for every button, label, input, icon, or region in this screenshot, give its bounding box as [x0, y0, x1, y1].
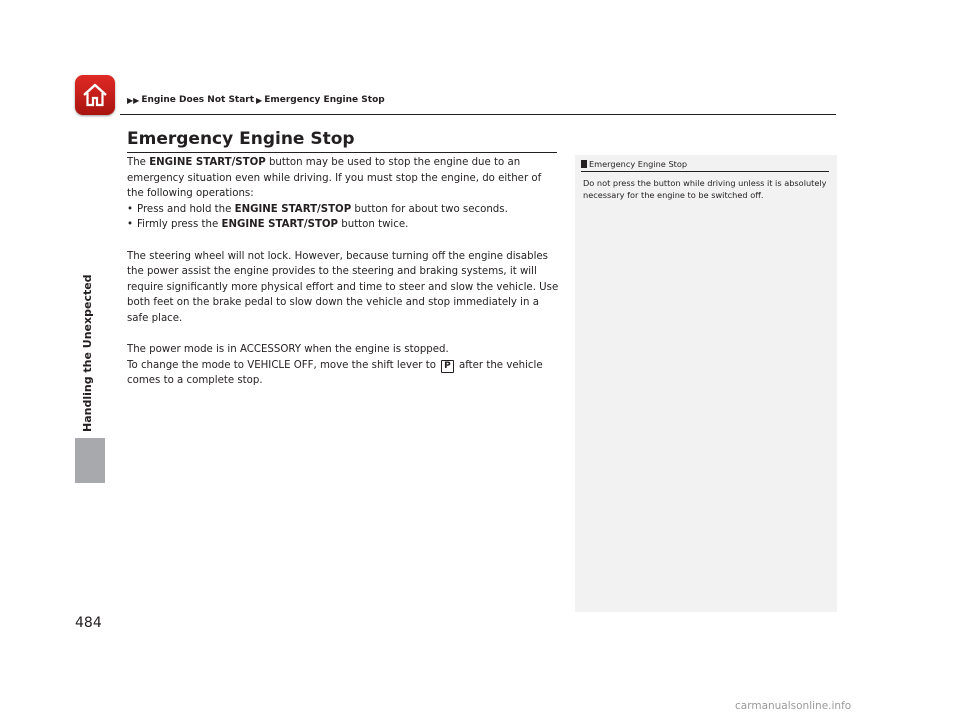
button-name: ENGINE START/STOP	[221, 219, 339, 231]
paragraph-steering: The steering wheel will not lock. However, because turning off the engine disables the power assist the engine provides to the steering and braking systems, it will require significantly more physical effort and time to steer and slow the vehicle. Use both feet on the brake pedal to slow down the vehicle and stop immediately in a safe place.	[127, 250, 559, 324]
breadcrumb	[127, 95, 385, 105]
note-marker-icon	[581, 160, 587, 168]
side-note	[575, 155, 837, 612]
note-heading: Emergency Engine Stop	[581, 159, 829, 172]
breadcrumb-arrow-icon: ▶	[256, 95, 263, 105]
section-tab	[75, 438, 105, 483]
home-button[interactable]	[75, 75, 115, 115]
breadcrumb-current: Emergency Engine Stop	[264, 95, 385, 105]
paragraph-intro: The ENGINE START/STOP button may be used to stop the engine due to an emergency situation even while driving. If you must stop the engine, do either of the following operations:	[127, 157, 542, 200]
title-divider	[127, 152, 557, 153]
note-body: Do not press the button while driving unless it is absolutely necessary for the engine to be switched off.	[583, 178, 827, 200]
park-key-icon: P	[441, 360, 454, 373]
header-divider	[120, 114, 836, 115]
main-content	[127, 155, 559, 389]
home-icon	[82, 83, 108, 107]
breadcrumb-parent[interactable]: Engine Does Not Start	[141, 95, 255, 105]
paragraph-power-mode: The power mode is in ACCESSORY when the engine is stopped.	[127, 344, 449, 356]
list-item: • Press and hold the ENGINE START/STOP button for about two seconds.	[127, 203, 508, 215]
watermark: carmanualsonline.info	[735, 700, 852, 712]
page-title: Emergency Engine Stop	[127, 129, 355, 149]
breadcrumb-arrow-icon: ▶▶	[127, 95, 140, 105]
list-item: • Firmly press the ENGINE START/STOP button twice.	[127, 219, 409, 231]
page-number: 484	[75, 615, 102, 631]
paragraph-vehicle-off: To change the mode to VEHICLE OFF, move the shift lever to P after the vehicle comes to a complete stop.	[127, 359, 543, 387]
button-name: ENGINE START/STOP	[149, 157, 266, 168]
section-label: Handling the Unexpected	[81, 274, 94, 432]
button-name: ENGINE START/STOP	[234, 203, 352, 215]
